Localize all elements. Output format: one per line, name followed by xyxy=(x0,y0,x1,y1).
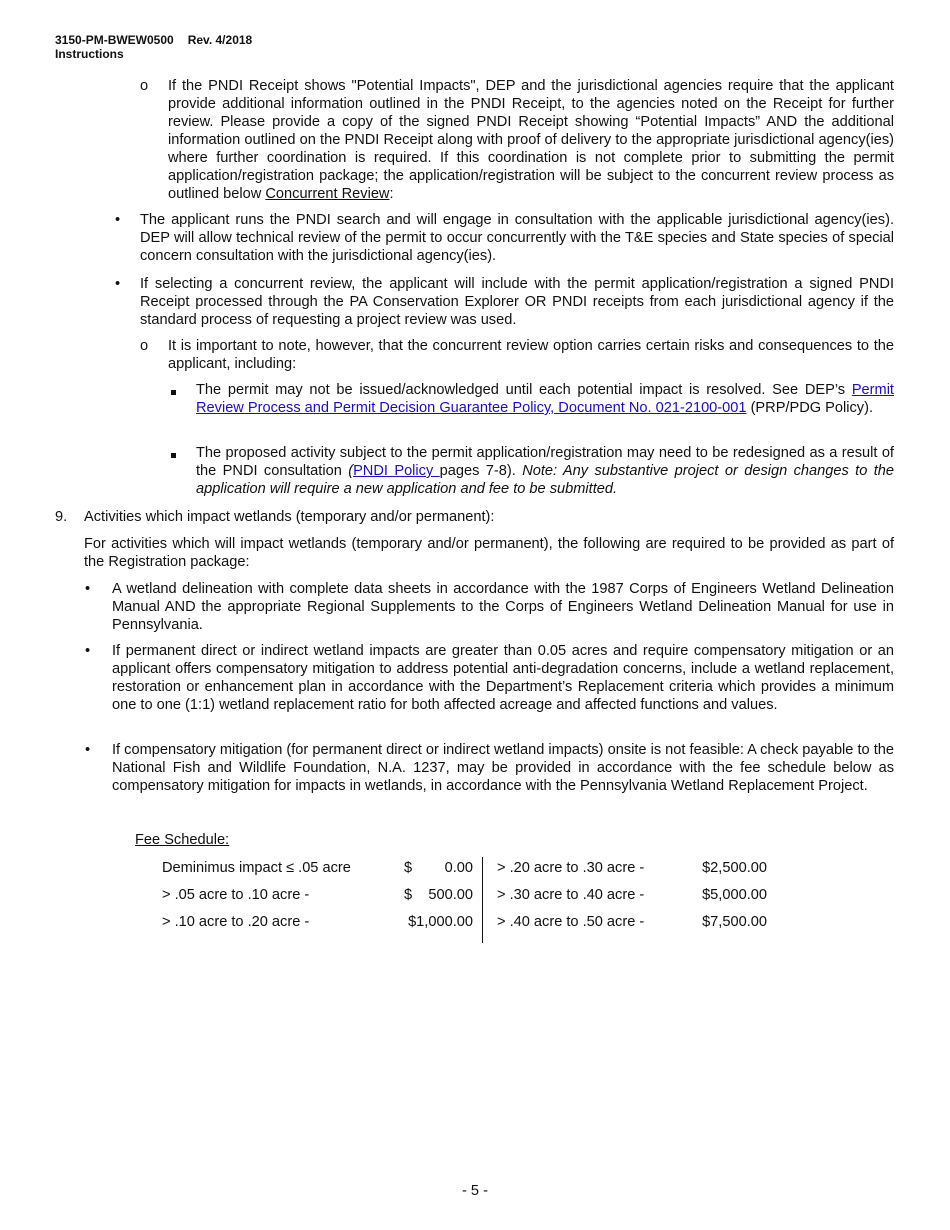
concurrent-bullet: If selecting a concurrent review, the applicant will include with the permit application/registration a signed PNDI Receipt processed through the PA Conservation Explorer OR PNDI receipts from each jurisdictional agency if the standard process of requesting a project review was used. xyxy=(140,276,894,328)
fee-label: > .10 acre to .20 acre - xyxy=(162,914,310,930)
square-bullet xyxy=(171,382,176,400)
fee-label: > .05 acre to .10 acre - xyxy=(162,887,310,903)
fee-amount: $1,000.00 xyxy=(408,914,473,930)
page-header xyxy=(55,33,252,61)
fee-label: > .40 acre to .50 acre - xyxy=(497,914,645,930)
concurrent-bullet: The applicant runs the PNDI search and will engage in consultation with the applicable jurisdictional agency(ies). DEP will allow technical review of the permit to occur concurrently with the T&E species and State species of special concern consultation with the jurisdictional agency(ies). xyxy=(140,212,894,264)
section-number: 9. xyxy=(55,509,68,525)
fee-currency: $ xyxy=(404,887,413,903)
paragraph-text: : xyxy=(389,186,394,202)
pndi-receipt-paragraph xyxy=(168,77,894,203)
form-revision: Rev. 4/2018 xyxy=(187,33,253,47)
risk-text: The permit may not be issued/acknowledged until each potential impact is resolved. See DEP’s xyxy=(196,382,852,398)
pndi-policy-link[interactable]: PNDI Policy xyxy=(353,463,440,479)
fee-amount: 0.00 xyxy=(444,860,473,876)
wetland-bullet: If permanent direct or indirect wetland impacts are greater than 0.05 acres and require compensatory mitigation or an applicant offers compensatory mitigation to address potential anti-degradation concerns, include a wetland replacement, restoration or enhancement plan in accordance with the Department’s Replacement criteria which provides a minimum one to one (1:1) wetland replacement ratio for both affected acreage and affected functions and values. xyxy=(112,643,894,713)
risk-note-paragraph: It is important to note, however, that the concurrent review option carries certain risks and consequences to the applicant, including: xyxy=(168,338,894,372)
list-marker: o xyxy=(140,338,149,354)
risk-item xyxy=(196,381,894,417)
bullet-marker: • xyxy=(85,581,91,597)
risk-text: pages 7-8). xyxy=(439,463,523,479)
fee-amount: $2,500.00 xyxy=(702,860,767,876)
risk-text: (PRP/PDG Policy). xyxy=(746,400,874,416)
wetland-bullet: If compensatory mitigation (for permanent direct or indirect wetland impacts) onsite is not feasible: A check payable to the National Fish and Wildlife Foundation, N.A. 1237, may be provided in accordance with the fee schedule below as compensatory mitigation for impacts in wetlands, in accordance with the Pennsylvania Wetland Replacement Project. xyxy=(112,742,894,794)
fee-schedule-title: Fee Schedule: xyxy=(135,832,230,848)
fee-column-divider xyxy=(482,857,483,943)
risk-text: The proposed activity subject to the permit application/registration may need to be redesigned as a result of the PNDI consultation xyxy=(196,445,894,479)
fee-amount: 500.00 xyxy=(428,887,473,903)
fee-amount: $5,000.00 xyxy=(702,887,767,903)
fee-label: Deminimus impact ≤ .05 acre xyxy=(162,860,351,876)
fee-currency: $ xyxy=(404,860,413,876)
risk-item xyxy=(196,444,894,498)
paragraph-text: If the PNDI Receipt shows "Potential Impacts", DEP and the jurisdictional agencies require that the applicant provide additional information outlined in the PNDI Receipt, to the agencies noted on the Receipt for further review. Please provide a copy of the signed PNDI Receipt showing “Potential Impacts” AND the additional information outlined on the PNDI Receipt along with proof of delivery to the appropriate jurisdictional agency(ies) where further coordination is required. If this coordination is not complete prior to submitting the permit application/registration package; the application/registration will be subject to the concurrent review process as outlined below xyxy=(168,78,894,202)
bullet-marker: • xyxy=(85,742,91,758)
fee-amount: $7,500.00 xyxy=(702,914,767,930)
paren: ( xyxy=(348,463,354,479)
list-marker: o xyxy=(140,78,149,94)
wetland-bullet: A wetland delineation with complete data sheets in accordance with the 1987 Corps of Engineers Wetland Delineation Manual AND the appropriate Regional Supplements to the Corps of Engineers Wetland Delineation Manual for use in Pennsylvania. xyxy=(112,581,894,633)
fee-label: > .30 acre to .40 acre - xyxy=(497,887,645,903)
section-intro: For activities which will impact wetlands (temporary and/or permanent), the following are required to be provided as part of the Registration package: xyxy=(84,536,894,570)
square-bullet xyxy=(171,445,176,463)
page-number: - 5 - xyxy=(462,1183,488,1199)
bullet-marker: • xyxy=(115,212,121,228)
prp-pdg-policy-link[interactable]: Permit Review Process and Permit Decision Guarantee Policy, Document No. 021-2100-001 xyxy=(196,382,894,416)
section-title: Activities which impact wetlands (temporary and/or permanent): xyxy=(84,509,495,525)
bullet-marker: • xyxy=(115,276,121,292)
bullet-marker: • xyxy=(85,643,91,659)
form-id: 3150-PM-BWEW0500 xyxy=(55,33,174,47)
fee-label: > .20 acre to .30 acre - xyxy=(497,860,645,876)
concurrent-review-ref: Concurrent Review xyxy=(265,186,390,202)
risk-note-italic: Note: Any substantive project or design changes to the application will require a new application and fee to be submitted. xyxy=(196,463,895,497)
section-label: Instructions xyxy=(55,47,124,61)
